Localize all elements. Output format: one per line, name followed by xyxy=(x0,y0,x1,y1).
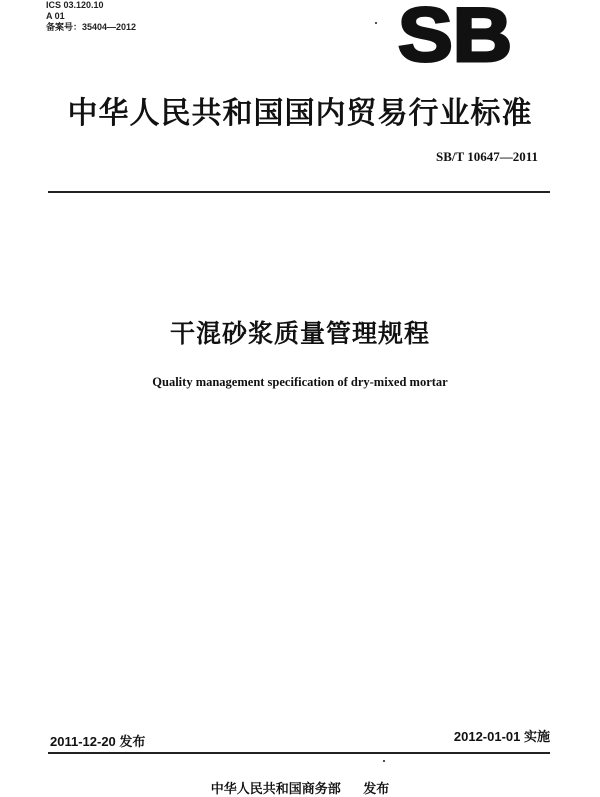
scan-speck xyxy=(383,760,385,762)
top-divider xyxy=(48,191,550,193)
sb-logo-mark xyxy=(396,3,514,65)
document-title-chinese: 干混砂浆质量管理规程 xyxy=(169,319,430,348)
bottom-divider xyxy=(48,752,550,754)
sb-logo-text: SB xyxy=(398,3,512,65)
implementation-date: 2012-01-01 实施 xyxy=(453,729,550,744)
ics-code: ICS 03.120.10 xyxy=(46,0,104,10)
standard-number: SB/T 10647—2011 xyxy=(436,149,538,164)
issue-date: 2011-12-20 发布 xyxy=(50,734,146,749)
issuing-ministry: 中华人民共和国商务部 发布 xyxy=(210,782,390,797)
record-number: 备案号：35404—2012 xyxy=(46,22,137,32)
classification-code: A 01 xyxy=(46,11,65,21)
scan-speck xyxy=(375,22,377,24)
issuing-authority-heading: 中华人民共和国国内贸易行业标准 xyxy=(67,96,533,131)
document-title-english: Quality management specification of dry-mixed mortar xyxy=(152,375,448,389)
ics-block xyxy=(46,0,136,33)
sb-logo xyxy=(396,3,514,65)
